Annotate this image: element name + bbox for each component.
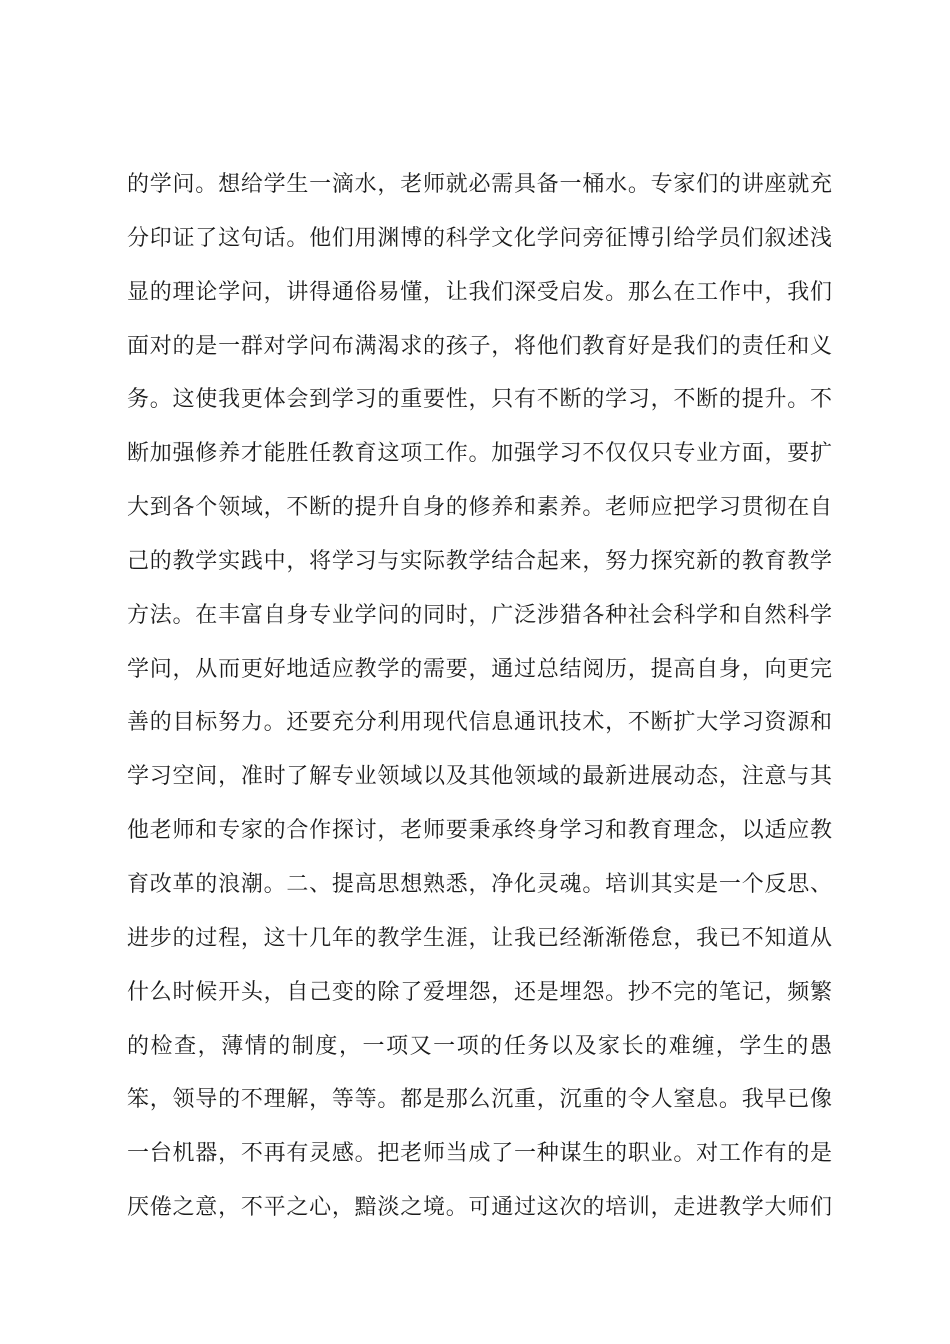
- text-line: 什么时候开头，自己变的除了爱埋怨，还是埋怨。抄不完的笔记，频繁: [127, 979, 832, 1005]
- text-line: 的检查，薄情的制度，一项又一项的任务以及家长的难缠，学生的愚: [127, 1033, 832, 1059]
- text-line: 厌倦之意，不平之心，黯淡之境。可通过这次的培训，走进教学大师们: [127, 1195, 832, 1221]
- text-line: 务。这使我更体会到学习的重要性，只有不断的学习，不断的提升。不: [127, 387, 832, 413]
- text-line: 他老师和专家的合作探讨，老师要秉承终身学习和教育理念，以适应教: [127, 818, 832, 844]
- text-line: 一台机器，不再有灵感。把老师当成了一种谋生的职业。对工作有的是: [127, 1141, 832, 1167]
- text-line: 显的理论学问，讲得通俗易懂，让我们深受启发。那么在工作中，我们: [127, 279, 832, 305]
- text-line: 断加强修养才能胜任教育这项工作。加强学习不仅仅只专业方面，要扩: [127, 441, 832, 467]
- text-line: 分印证了这句话。他们用渊博的科学文化学问旁征博引给学员们叙述浅: [127, 225, 832, 251]
- text-line: 学问，从而更好地适应教学的需要，通过总结阅历，提高自身，向更完: [127, 656, 832, 682]
- text-line: 笨，领导的不理解，等等。都是那么沉重，沉重的令人窒息。我早已像: [127, 1087, 832, 1113]
- text-line: 大到各个领域，不断的提升自身的修养和素养。老师应把学习贯彻在自: [127, 495, 832, 521]
- text-line: 己的教学实践中，将学习与实际教学结合起来，努力探究新的教育教学: [127, 548, 832, 574]
- body-text: [127, 158, 832, 1235]
- text-line: 方法。在丰富自身专业学问的同时，广泛涉猎各种社会科学和自然科学: [127, 602, 832, 628]
- text-line: 进步的过程，这十几年的教学生涯，让我已经渐渐倦怠，我已不知道从: [127, 925, 832, 951]
- text-line: 学习空间，准时了解专业领域以及其他领域的最新进展动态，注意与其: [127, 764, 832, 790]
- text-line: 育改革的浪潮。二、提高思想熟悉，净化灵魂。培训其实是一个反思、: [127, 871, 832, 897]
- text-line: 的学问。想给学生一滴水，老师就必需具备一桶水。专家们的讲座就充: [127, 172, 832, 197]
- text-line: 善的目标努力。还要充分利用现代信息通讯技术，不断扩大学习资源和: [127, 710, 832, 736]
- text-line: 面对的是一群对学问布满渴求的孩子，将他们教育好是我们的责任和义: [127, 333, 832, 359]
